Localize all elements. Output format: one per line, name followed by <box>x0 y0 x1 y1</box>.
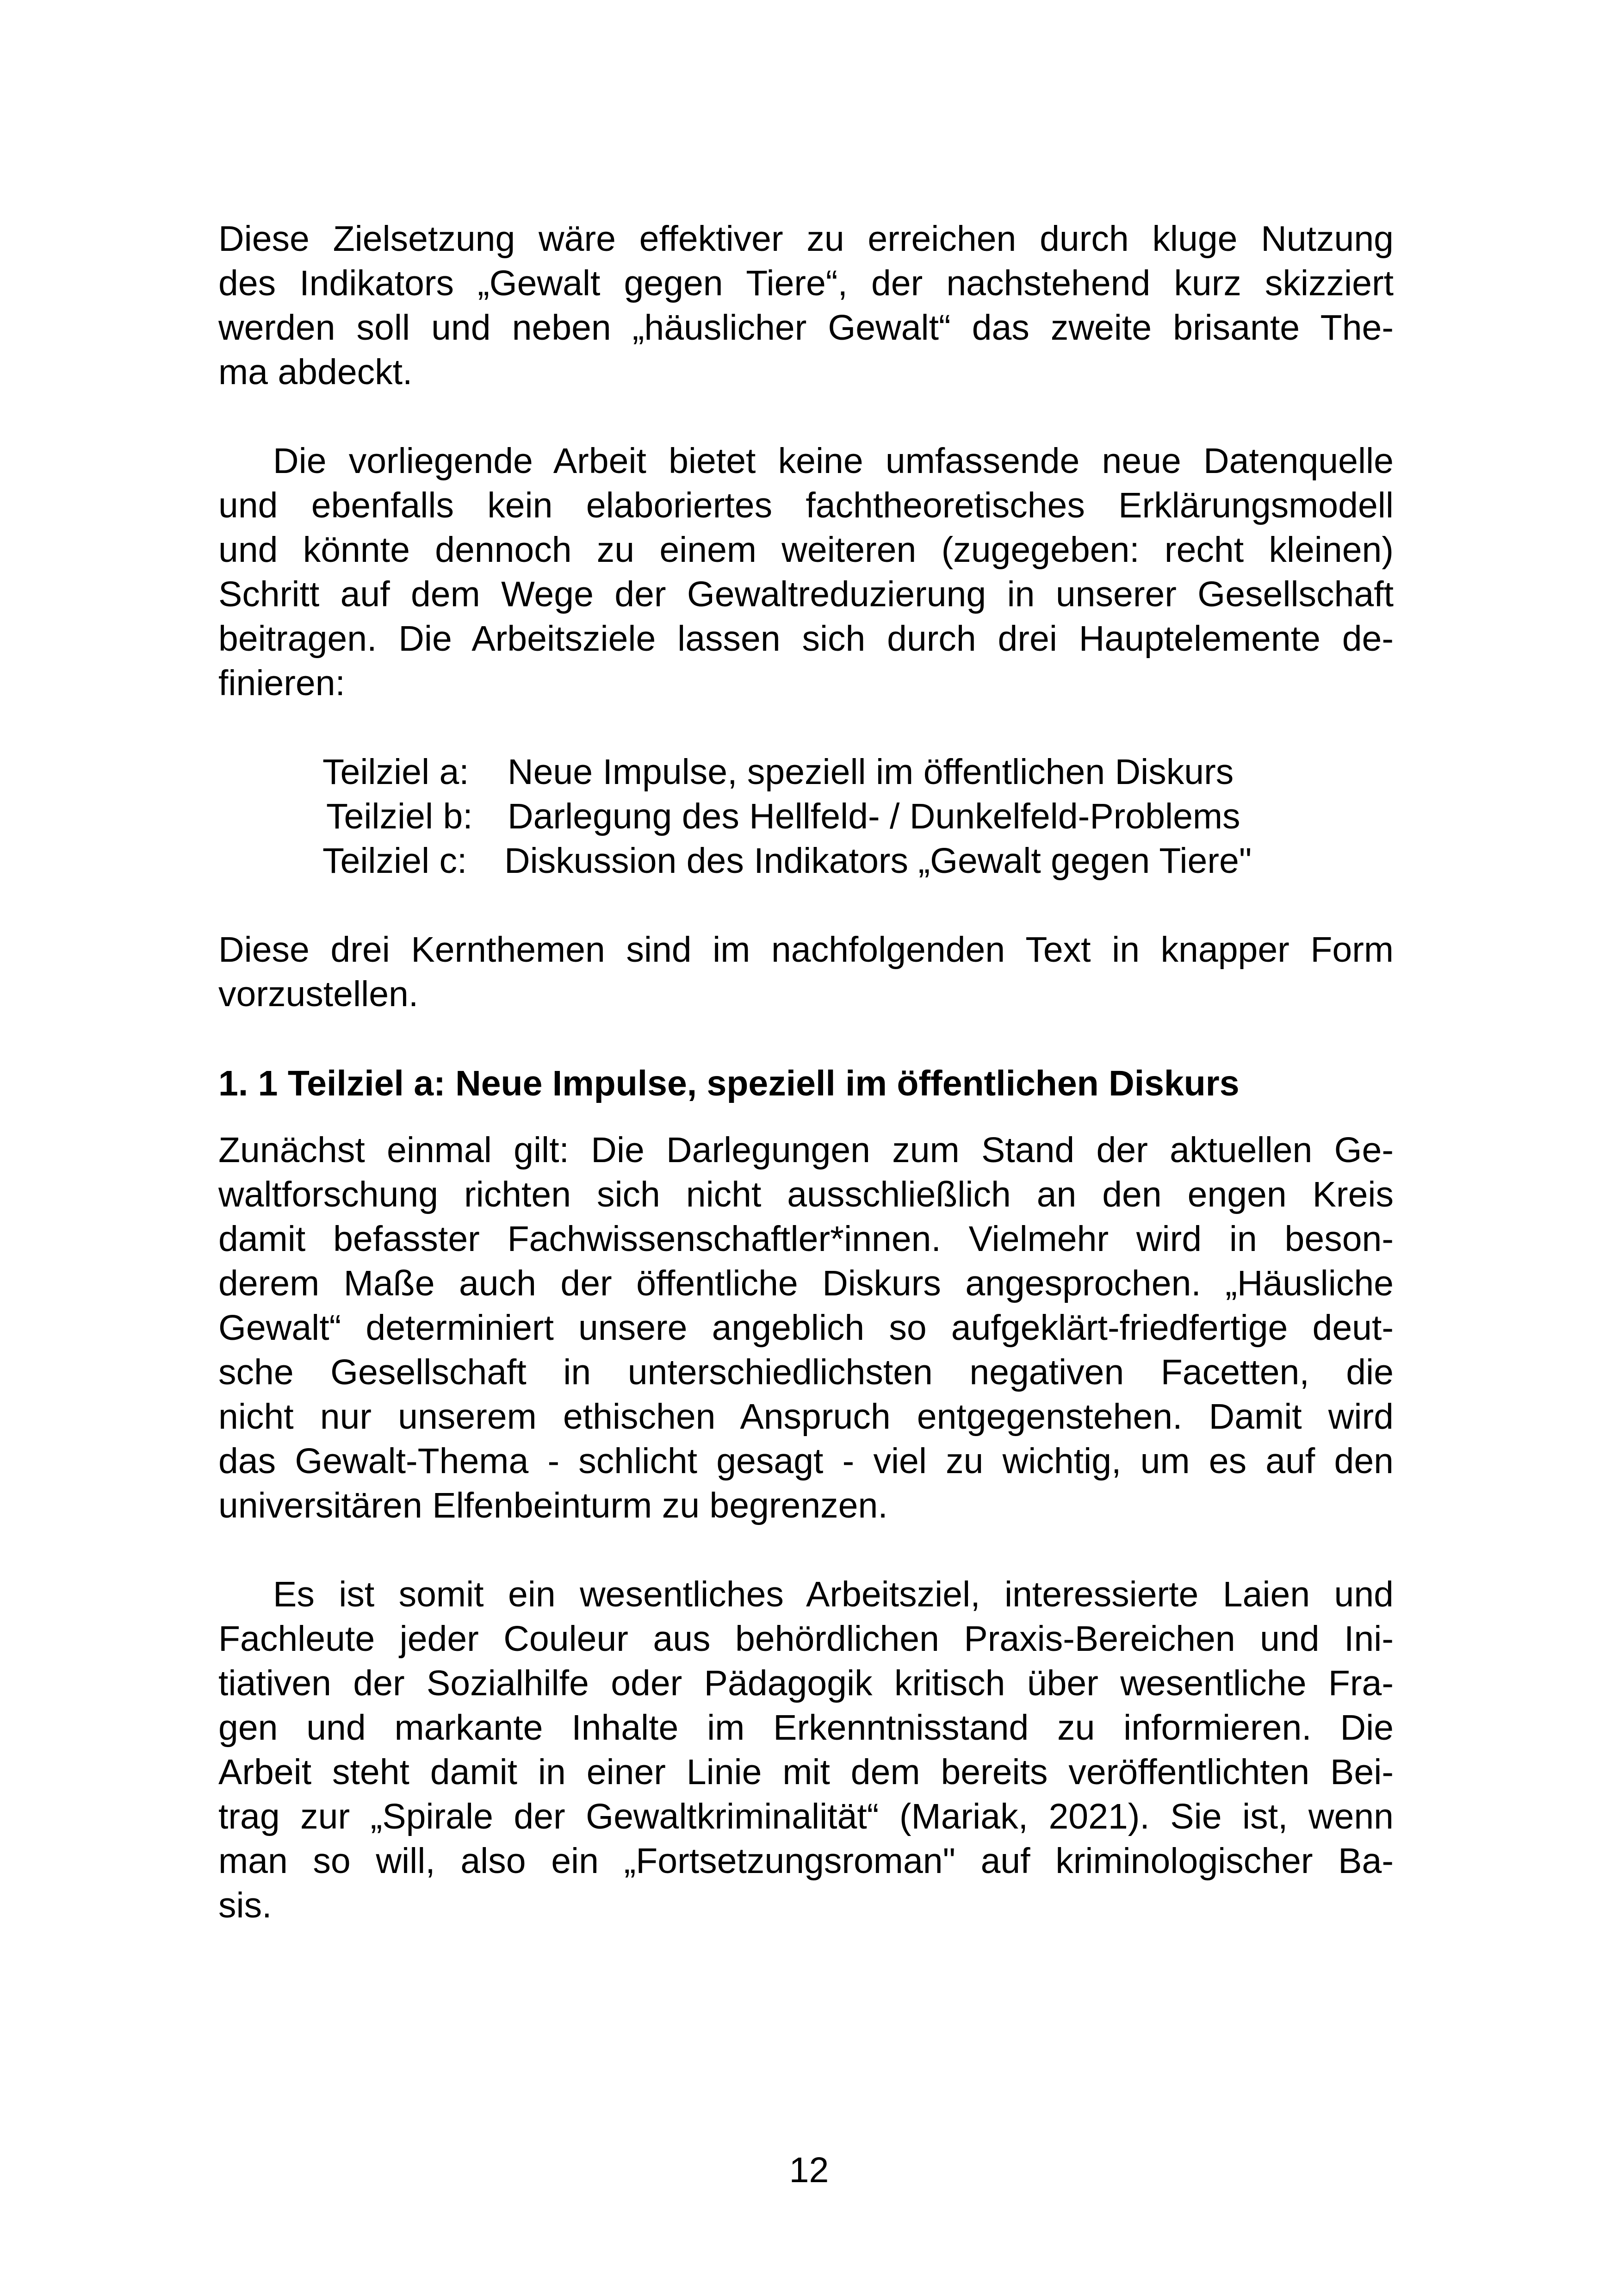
text-line: derem Maße auch der öffentliche Diskurs angesprochen. „Häusliche <box>218 1263 1394 1303</box>
goal-label: Teilziel a: <box>322 752 469 792</box>
text-line: sche Gesellschaft in unterschiedlichsten negativen Facetten, die <box>218 1352 1394 1392</box>
text-line: vorzustellen. <box>218 974 419 1014</box>
goal-label: Teilziel b: <box>326 796 473 836</box>
text-line: nicht nur unserem ethischen Anspruch entgegenstehen. Damit wird <box>218 1397 1394 1437</box>
goal-label: Teilziel c: <box>322 841 467 881</box>
text-line: gen und markante Inhalte im Erkenntnisstand zu informieren. Die <box>218 1708 1394 1748</box>
text-line: und könnte dennoch zu einem weiteren (zugegeben: recht kleinen) <box>218 530 1394 570</box>
text-line: Es ist somit ein wesentliches Arbeitsziel, interessierte Laien und <box>273 1574 1394 1614</box>
text-line: Diese Zielsetzung wäre effektiver zu erreichen durch kluge Nutzung <box>218 219 1394 259</box>
text-line: tiativen der Sozialhilfe oder Pädagogik kritisch über wesentliche Fra- <box>218 1663 1394 1703</box>
goal-text: Neue Impulse, speziell im öffentlichen Diskurs <box>508 752 1234 792</box>
paragraph-3 <box>218 927 1394 1016</box>
goal-text: Diskussion des Indikators „Gewalt gegen Tiere" <box>504 841 1252 881</box>
text-line: damit befasster Fachwissenschaftler*innen. Vielmehr wird in beson- <box>218 1219 1394 1259</box>
paragraph-5 <box>218 1572 1394 1928</box>
text-line: universitären Elfenbeinturm zu begrenzen. <box>218 1486 888 1525</box>
text-line: finieren: <box>218 663 345 703</box>
text-line: Zunächst einmal gilt: Die Darlegungen zum Stand der aktuellen Ge- <box>218 1130 1394 1170</box>
text-line: des Indikators „Gewalt gegen Tiere“, der nachstehend kurz skizziert <box>218 263 1394 303</box>
text-line: ma abdeckt. <box>218 352 413 392</box>
text-line: Diese drei Kernthemen sind im nachfolgenden Text in knapper Form <box>218 930 1394 970</box>
paragraph-2 <box>218 439 1394 705</box>
text-line: sis. <box>218 1885 272 1925</box>
text-line: Die vorliegende Arbeit bietet keine umfassende neue Datenquelle <box>273 441 1394 481</box>
text-line: das Gewalt-Thema - schlicht gesagt - viel zu wichtig, um es auf den <box>218 1441 1394 1481</box>
text-line: waltforschung richten sich nicht ausschließlich an den engen Kreis <box>218 1175 1394 1214</box>
text-line: man so will, also ein „Fortsetzungsroman" auf kriminologischer Ba- <box>218 1841 1394 1881</box>
text-line: und ebenfalls kein elaboriertes fachtheoretisches Erklärungsmodell <box>218 485 1394 525</box>
goal-item-c <box>322 839 1387 883</box>
section-heading: 1. 1 Teilziel a: Neue Impulse, speziell im öffentlichen Diskurs <box>218 1064 1240 1103</box>
goal-item-a <box>322 750 1387 794</box>
text-line: beitragen. Die Arbeitsziele lassen sich durch drei Hauptelemente de- <box>218 619 1394 659</box>
text-line: Gewalt“ determiniert unsere angeblich so aufgeklärt-friedfertige deut- <box>218 1308 1394 1348</box>
page-number: 12 <box>789 2150 829 2190</box>
goal-item-b <box>322 794 1387 839</box>
text-line: trag zur „Spirale der Gewaltkriminalität“ (Mariak, 2021). Sie ist, wenn <box>218 1797 1394 1836</box>
goal-text: Darlegung des Hellfeld- / Dunkelfeld-Problems <box>508 796 1240 836</box>
paragraph-4 <box>218 1128 1394 1528</box>
text-line: werden soll und neben „häuslicher Gewalt“ das zweite brisante The- <box>218 308 1394 348</box>
text-line: Schritt auf dem Wege der Gewaltreduzierung in unserer Gesellschaft <box>218 574 1394 614</box>
goals-list <box>322 750 1387 883</box>
text-line: Fachleute jeder Couleur aus behördlichen Praxis-Bereichen und Ini- <box>218 1619 1394 1659</box>
text-line: Arbeit steht damit in einer Linie mit dem bereits veröffentlichten Bei- <box>218 1752 1394 1792</box>
paragraph-1 <box>218 217 1394 394</box>
